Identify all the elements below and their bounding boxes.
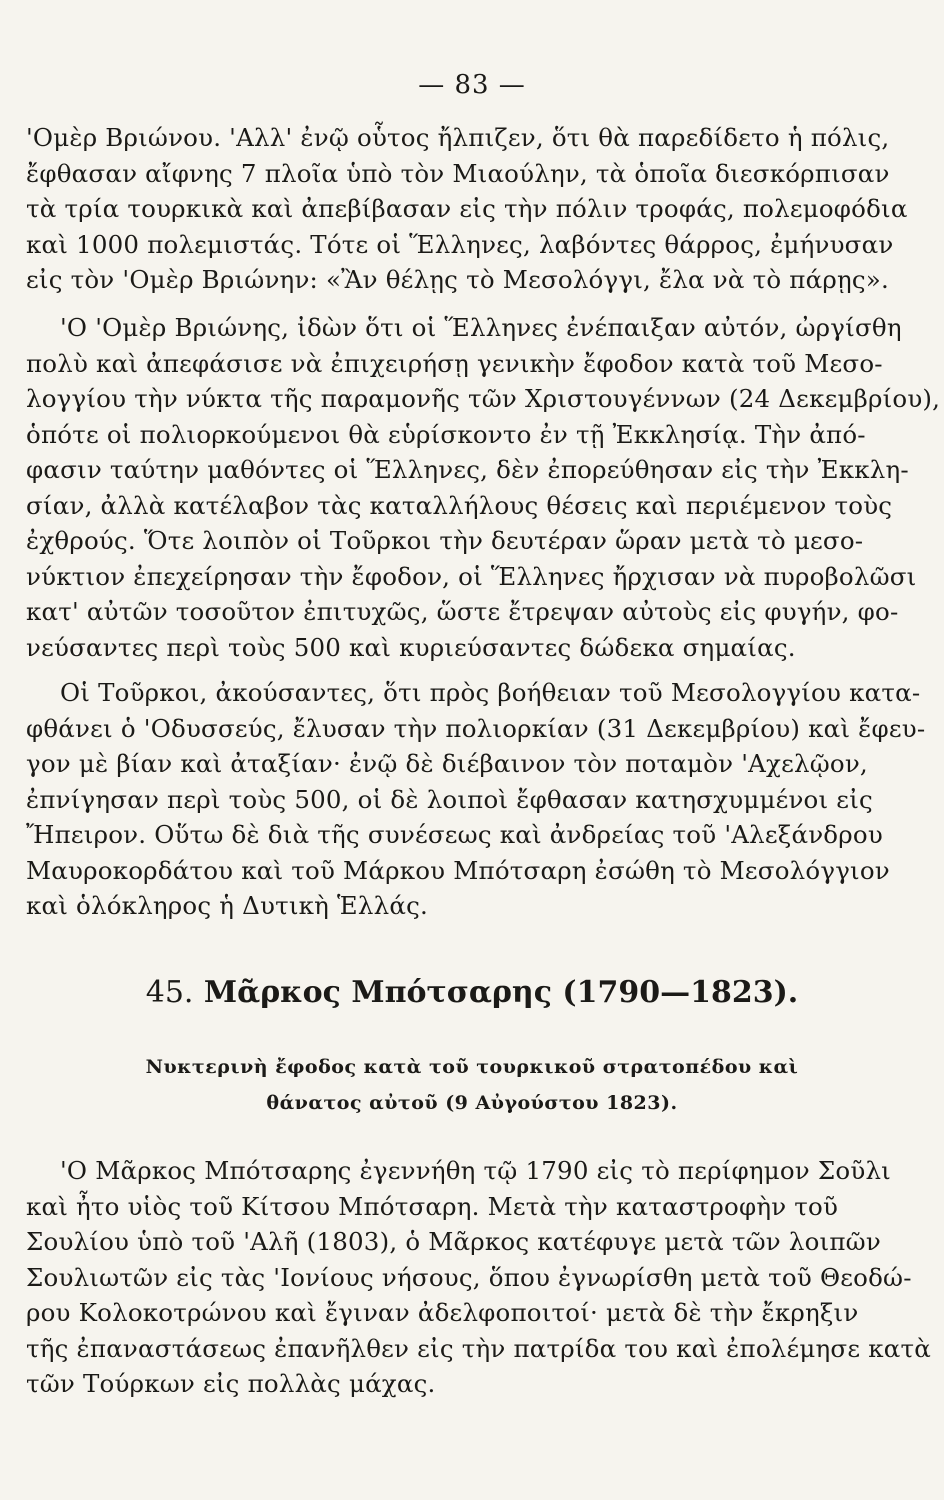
text-line: ἔφθασαν αἴφνης 7 πλοῖα ὑπὸ τὸν Μιαούλην, τὰ ὁποῖα διεσκόρπισαν xyxy=(26,158,890,188)
section-subtitle-line-1: Νυκτερινὴ ἔφοδος κατὰ τοῦ τουρκικοῦ στρατοπέδου καὶ xyxy=(145,1056,799,1078)
text-line: φασιν ταύτην μαθόντες οἱ Ἕλληνες, δὲν ἐπορεύθησαν εἰς τὴν Ἐκκλη- xyxy=(26,455,909,484)
text-line: νεύσαντες περὶ τοὺς 500 καὶ κυριεύσαντες δώδεκα σημαίας. xyxy=(26,632,796,662)
text-line: νύκτιον ἐπεχείρησαν τὴν ἔφοδον, οἱ Ἕλληνες ἤρχισαν νὰ πυροβολῶσι xyxy=(26,561,917,591)
text-line: Σουλίου ὑπὸ τοῦ 'Αλῆ (1803), ὁ Μᾶρκος κατέφυγε μετὰ τῶν λοιπῶν xyxy=(26,1227,881,1256)
text-line: Μαυροκορδάτου καὶ τοῦ Μάρκου Μπότσαρη ἐσώθη τὸ Μεσολόγγιον xyxy=(26,855,890,885)
text-line: φθάνει ὁ 'Οδυσσεύς, ἔλυσαν τὴν πολιορκίαν (31 Δεκεμβρίου) καὶ ἔφευ- xyxy=(26,713,926,743)
text-line: γον μὲ βίαν καὶ ἀταξίαν· ἐνῷ δὲ διέβαινον τὸν ποταμὸν 'Αχελῷον, xyxy=(26,749,868,778)
text-line: καὶ 1000 πολεμιστάς. Τότε οἱ Ἕλληνες, λαβόντες θάρρος, ἐμήνυσαν xyxy=(26,229,894,259)
text-line: Οἱ Τοῦρκοι, ἀκούσαντες, ὅτι πρὸς βοήθειαν τοῦ Μεσολογγίου κατα- xyxy=(60,678,921,707)
text-line: λογγίου τὴν νύκτα τῆς παραμονῆς τῶν Χριστουγέννων (24 Δεκεμβρίου), xyxy=(26,384,941,413)
text-line: ὁπότε οἱ πολιορκούμενοι θὰ εὑρίσκοντο ἐν τῇ Ἐκκλησίᾳ. Τὴν ἀπό- xyxy=(26,419,866,449)
paragraph-4 xyxy=(26,1153,931,1402)
text-line: τῶν Τούρκων εἰς πολλὰς μάχας. xyxy=(26,1369,436,1398)
text-line: ἐχθρούς. Ὅτε λοιπὸν οἱ Τοῦρκοι τὴν δευτέραν ὥραν μετὰ τὸ μεσο- xyxy=(26,526,864,555)
text-line: Σουλιωτῶν εἰς τὰς 'Ιονίους νήσους, ὅπου ἐγνωρίσθη μετὰ τοῦ Θεοδώ- xyxy=(26,1262,912,1292)
page-number: — 83 — xyxy=(418,70,526,100)
section-heading xyxy=(0,975,944,1010)
text-line: τῆς ἐπαναστάσεως ἐπανῆλθεν εἰς τὴν πατρίδα του καὶ ἐπολέμησε κατὰ xyxy=(26,1333,931,1363)
paragraph-3 xyxy=(26,675,926,924)
text-line: ρου Κολοκοτρώνου καὶ ἔγιναν ἀδελφοποιτοί· μετὰ δὲ τὴν ἔκρηξιν xyxy=(26,1298,859,1327)
text-line: 'Ο 'Ομὲρ Βριώνης, ἰδὼν ὅτι οἱ Ἕλληνες ἐνέπαιξαν αὐτόν, ὠργίσθη xyxy=(60,313,902,342)
text-line: 'Ο Μᾶρκος Μπότσαρης ἐγεννήθη τῷ 1790 εἰς τὸ περίφημον Σοῦλι xyxy=(60,1156,891,1185)
text-line: τὰ τρία τουρκικὰ καὶ ἀπεβίβασαν εἰς τὴν πόλιν τροφάς, πολεμοφόδια xyxy=(26,194,908,223)
paragraph-2 xyxy=(26,310,941,665)
text-line: εἰς τὸν 'Ομὲρ Βριώνην: «Ἂν θέλῃς τὸ Μεσολόγγι, ἔλα νὰ τὸ πάρῃς». xyxy=(26,265,889,294)
text-line: ἐπνίγησαν περὶ τοὺς 500, οἱ δὲ λοιποὶ ἔφθασαν κατησχυμμένοι εἰς xyxy=(26,784,873,814)
text-line: καὶ ὁλόκληρος ἡ Δυτικὴ Ἑλλάς. xyxy=(26,891,428,920)
text-line: σίαν, ἀλλὰ κατέλαβον τὰς καταλλήλους θέσεις καὶ περιέμενον τοὺς xyxy=(26,490,893,520)
section-subtitle-line-2: θάνατος αὐτοῦ (9 Αὐγούστου 1823). xyxy=(266,1092,678,1114)
section-title: Μᾶρκος Μπότσαρης (1790—1823). xyxy=(203,975,799,1010)
text-line: 'Ομὲρ Βριώνου. 'Αλλ' ἐνῷ οὗτος ἤλπιζεν, ὅτι θὰ παρεδίδετο ἡ πόλις, xyxy=(26,123,890,152)
text-line: καὶ ἦτο υἱὸς τοῦ Κίτσου Μπότσαρη. Μετὰ τὴν καταστροφὴν τοῦ xyxy=(26,1191,839,1221)
paragraph-1 xyxy=(26,120,908,298)
section-number: 45. xyxy=(145,975,194,1010)
text-line: πολὺ καὶ ἀπεφάσισε νὰ ἐπιχειρήσῃ γενικὴν ἔφοδον κατὰ τοῦ Μεσο- xyxy=(26,348,883,378)
text-line: κατ' αὐτῶν τοσοῦτον ἐπιτυχῶς, ὥστε ἔτρεψαν αὐτοὺς εἰς φυγήν, φο- xyxy=(26,597,899,626)
text-line: Ἤπειρον. Οὕτω δὲ διὰ τῆς συνέσεως καὶ ἀνδρείας τοῦ 'Αλεξάνδρου xyxy=(26,820,883,849)
